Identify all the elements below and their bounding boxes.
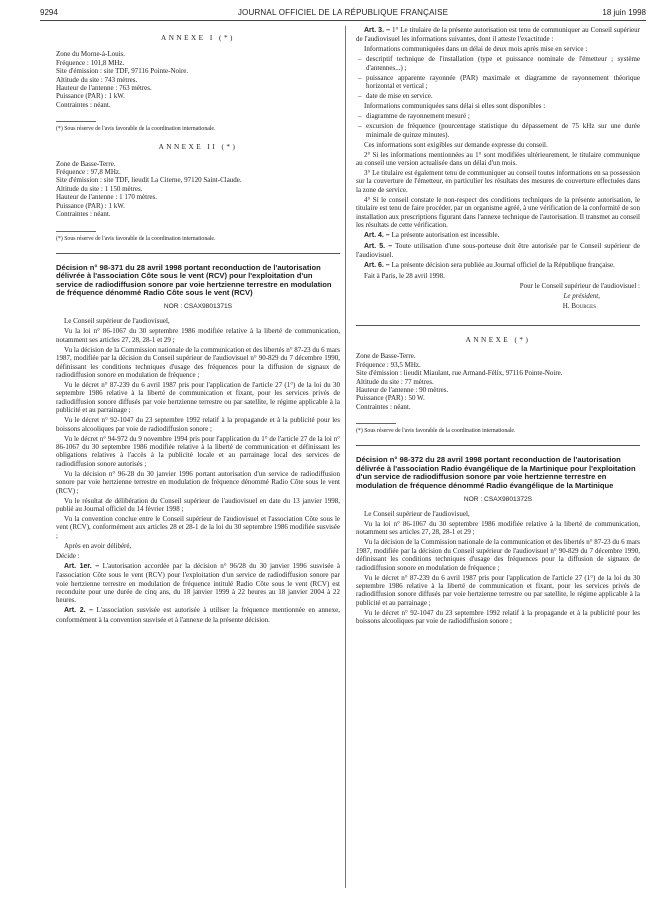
footnote-rule <box>56 121 96 122</box>
list-item: – descriptif technique de l'installation (type et puissance nominale de l'émetteur ; système d'antennes...) ; <box>356 55 640 72</box>
page-number: 9294 <box>40 8 58 17</box>
recital: Vu le décret n° 92-1047 du 23 septembre 1992 relatif à la propagande et à la publicité pour les boissons alcooliques par voie de radiodiffusion sonore ; <box>56 416 340 433</box>
annex-1-details <box>56 50 340 109</box>
paragraph: 4° Si le conseil constate le non-respect des conditions techniques de la présente autorisation, le titulaire est tenu de faire procéder, par un organisme agréé, à une vérification de la conformité de son installation aux prescriptions figurant dans l'annexe technique de l'autorisation. Il transmet au conseil les résultats de cette vérification. <box>356 195 640 230</box>
article-text: L'association susvisée est autorisée à utiliser la fréquence mentionnée en annexe, conformément à la convention susvisée et à l'annexe de la présente décision. <box>56 606 341 624</box>
article-text: La présente autorisation est incessible. <box>391 231 500 240</box>
nor-reference: NOR : CSAX9801372S <box>463 495 533 503</box>
nor-reference: NOR : CSAX9801371S <box>163 302 233 310</box>
recital: Vu le résultat de délibération du Conseil supérieur de l'audiovisuel en date du 13 janvier 1998, publié au Journal officiel du 14 février 1998 ; <box>56 496 340 513</box>
issue-date: 18 juin 1998 <box>602 8 646 17</box>
recital: Le Conseil supérieur de l'audiovisuel, <box>64 317 170 326</box>
annex-line: Altitude du site : 1 150 mètres. <box>56 184 143 193</box>
article-3 <box>356 26 640 44</box>
annex-line: Site d'émission : site TDF, lieudit La Citerne, 97120 Saint-Claude. <box>56 176 242 185</box>
annex-line: Hauteur de l'antenne : 763 mètres. <box>56 84 152 93</box>
article-text: La présente décision sera publiée au Journal officiel de la République française. <box>391 261 615 270</box>
article-label: Art. 2. – <box>64 607 94 615</box>
annex-line: Fréquence : 97,8 MHz. <box>56 168 121 177</box>
article-4 <box>356 231 640 240</box>
header-rule <box>40 20 646 21</box>
annex-details <box>356 352 640 411</box>
list-item: – excursion de fréquence (pourcentage statistique du dépassement de 75 kHz sur une durée minimale de quinze minutes). <box>356 122 640 139</box>
annex-line: Zone de Basse-Terre. <box>356 352 416 361</box>
recital: Vu le décret n° 87-239 du 6 avril 1987 pris pour l'application de l'article 27 (1°) de la loi du 30 septembre 1986 relative à la liberté de communication et fixant, pour les services privés de radiodiffusion sonore diffusés par voie hertzienne terrestre ou par satellite, le régime applicable à la publicité et au parrainage ; <box>56 380 340 415</box>
recital: Vu la décision de la Commission nationale de la communication et des libertés n° 87-23 du 6 mars 1987, modifiée par la décision du Conseil supérieur de l'audiovisuel n° 90-829 du 7 décembre 1990, définissant les conditions techniques d'usage des fréquences pour la diffusion de signaux de radiodiffusion sonore en modulation de fréquence ; <box>356 538 640 572</box>
article-2 <box>56 606 340 624</box>
recital: Vu la décision n° 96-28 du 30 janvier 1996 portant autorisation d'un service de radiodiffusion sonore par voie hertzienne terrestre en modulation de fréquence dénommé Radio Côte sous le vent (RCV) ; <box>56 469 340 495</box>
recital: Vu la loi n° 86-1067 du 30 septembre 1986 modifiée relative à la liberté de communication, notamment ses articles 27, 28, 28-1 et 29 ; <box>356 519 640 537</box>
recital: Vu le décret n° 92-1047 du 23 septembre 1992 relatif à la propagande et à la publicité pour les boissons alcooliques par voie de radiodiffusion sonore ; <box>356 608 640 626</box>
annex-line: Puissance (PAR) : 1 kW. <box>56 201 125 210</box>
annex-2-footnote: (*) Sous réserve de l'avis favorable de la coordination internationale. <box>56 235 216 242</box>
article-label: Art. 6. – <box>364 262 390 270</box>
annex-footnote: (*) Sous réserve de l'avis favorable de la coordination internationale. <box>356 428 516 435</box>
recital: Vu le décret n° 94-972 du 9 novembre 1994 pris pour l'application du 1° de l'article 27 de la loi n° 86-1067 du 30 septembre 1986 modifiée relative à la liberté de communication et définissant les obligations relatives à l'accès à la publicité locale et au parrainage local des services de radiodiffusion sonore autorisés ; <box>56 434 340 468</box>
article-6 <box>356 261 640 270</box>
signature-title: Le président, <box>563 292 600 301</box>
annex-title: ANNEXE (*) <box>465 335 531 344</box>
right-column <box>356 26 640 627</box>
article-label: Art. 4. – <box>364 232 390 240</box>
recital: Le Conseil supérieur de l'audiovisuel, <box>364 509 470 518</box>
annex-line: Zone de Basse-Terre. <box>56 159 116 168</box>
decision-98-371-title: Décision n° 98-371 du 28 avril 1998 portant reconduction de l'autorisation délivrée à l'association Côte sous le vent (RCV) pour l'exploitation d'un service de radiodiffusion sonore par voie hertzienne terrestre en modulation de fréquence dénommé Radio Côte sous le vent (RCV) <box>56 262 332 298</box>
signatory-name: H. Bourges <box>562 302 596 311</box>
annex-line: Hauteur de l'antenne : 90 mètres. <box>356 385 449 394</box>
article-label: Art. 1er. – <box>64 562 100 570</box>
article-5 <box>356 242 640 260</box>
article-label: Art. 5. – <box>364 243 393 251</box>
annex-line: Altitude du site : 77 mètres. <box>356 377 434 386</box>
annex-line: Puissance (PAR) : 1 kW. <box>56 92 125 101</box>
column-divider <box>345 26 346 888</box>
annex-line: Contraintes : néant. <box>56 100 111 109</box>
annex-footnote-block <box>356 423 640 435</box>
article-text: Toute utilisation d'une sous-porteuse doit être autorisée par le Conseil supérieur de l'audiovisuel. <box>356 242 640 260</box>
annex-2-title: ANNEXE II (*) <box>158 143 238 152</box>
section-separator <box>356 325 640 326</box>
annex-line: Contraintes : néant. <box>356 402 411 411</box>
article-text: 1° Le titulaire de la présente autorisation est tenu de communiquer au Conseil supérieur de l'audiovisuel les informations suivantes, dont il atteste l'exactitude : <box>356 26 640 44</box>
annex-2-details <box>56 160 340 219</box>
info-available: Informations communiquées sans délai si elles sont disponibles : <box>364 102 546 111</box>
decision-98-372-title: Décision n° 98-372 du 28 avril 1998 portant reconduction de l'autorisation délivrée à l'association Radio évangélique de la Martinique pour l'exploitation d'un service de radiodiffusion sonore par voie hertzienne terrestre en modulation de fréquence dénommé Radio évangélique de la Martinique <box>356 455 636 490</box>
article-1 <box>56 562 340 605</box>
recital: Après en avoir délibéré, <box>64 541 132 550</box>
annex-line: Fréquence : 93,5 MHz. <box>356 360 421 369</box>
annex-line: Site d'émission : lieudit Miaulant, rue Armand-Félix, 97116 Pointe-Noire. <box>356 369 563 378</box>
annex-line: Hauteur de l'antenne : 1 170 mètres. <box>56 193 157 202</box>
footnote-rule <box>356 423 396 424</box>
signed-place-date: Fait à Paris, le 28 avril 1998. <box>364 272 445 281</box>
annex-1-footnote: (*) Sous réserve de l'avis favorable de la coordination internationale. <box>56 126 216 133</box>
footnote-rule <box>56 231 96 232</box>
list-item: – date de mise en service. <box>356 92 640 100</box>
annex-line: Site d'émission : site TDF, 97116 Pointe-Noire. <box>56 67 189 76</box>
annex-1-footnote-block <box>56 121 340 133</box>
annex-line: Zone du Morne-à-Louis. <box>56 50 126 59</box>
recital: Vu la convention conclue entre le Conseil supérieur de l'audiovisuel et l'association Côte sous le vent (RCV), conformément aux articles 28 et 28-1 de la loi du 30 septembre 1986 modifiée susvisée ; <box>56 514 340 540</box>
article-label: Art. 3. – <box>364 27 391 34</box>
paragraph: Ces informations sont exigibles sur demande expresse du conseil. <box>364 140 548 149</box>
paragraph: 3° Le titulaire est également tenu de communiquer au conseil toutes informations en sa possession sur la couverture de l'émetteur, en particulier les résultats des mesures de couverture effectuées dans la zone de service. <box>356 169 640 194</box>
paragraph: 2° Si les informations mentionnées au 1° sont modifiées ultérieurement, le titulaire communique au conseil une version actualisée dans un délai d'un mois. <box>356 150 640 168</box>
article-text: L'autorisation accordée par la décision n° 96/28 du 30 janvier 1996 susvisée à l'association Côte sous le vent (RCV) pour l'exploitation d'un service de radiodiffusion sonore par voie hertzienne terrestre en modulation de fréquence intitulé Radio Côte sous le vent (RCV) est reconduite pour une durée de cinq ans, du 18 janvier 1999 à 22 heures au 18 janvier 2004 à 22 heures. <box>56 561 340 605</box>
left-column <box>56 26 340 626</box>
annex-2-footnote-block <box>56 231 340 243</box>
list-item: – puissance apparente rayonnée (PAR) maximale et diagramme de rayonnement théorique horizontal et vertical ; <box>356 74 640 91</box>
recital: Vu la loi n° 86-1067 du 30 septembre 1986 modifiée relative à la liberté de communication, notamment ses articles 27, 28, 28-1 et 29 ; <box>56 327 340 344</box>
annex-line: Fréquence : 101,8 MHz. <box>56 58 125 67</box>
info-after-service: Informations communiquées dans un délai de deux mois après mise en service : <box>364 45 588 54</box>
section-separator <box>356 445 640 446</box>
section-separator <box>56 253 340 254</box>
recital: Vu la décision de la Commission nationale de la communication et des libertés n° 87-23 du 6 mars 1987, modifiée par la décision du Conseil supérieur de l'audiovisuel n° 90-829 du 7 décembre 1990, définissant les conditions techniques d'usage des fréquences pour la diffusion de signaux de radiodiffusion sonore en modulation de fréquence ; <box>56 345 340 379</box>
annex-line: Altitude du site : 743 mètres. <box>56 75 138 84</box>
annex-line: Contraintes : néant. <box>56 210 111 219</box>
journal-title: JOURNAL OFFICIEL DE LA RÉPUBLIQUE FRANÇAISE <box>237 8 449 17</box>
signature-line: Pour le Conseil supérieur de l'audiovisuel : <box>519 282 640 291</box>
annex-1-title: ANNEXE I (*) <box>161 34 235 42</box>
recital: Vu le décret n° 87-239 du 6 avril 1987 pris pour l'application de l'article 27 (1°) de la loi du 30 septembre 1986 relative à la liberté de communication et fixant, pour les services privés de radiodiffusion sonore diffusés par voie hertzienne terrestre ou par satellite, le régime applicable à la publicité et au parrainage ; <box>356 573 640 607</box>
list-item: – diagramme de rayonnement mesuré ; <box>356 112 640 120</box>
decide-heading: Décide : <box>56 551 80 560</box>
annex-line: Puissance (PAR) : 50 W. <box>356 394 425 403</box>
